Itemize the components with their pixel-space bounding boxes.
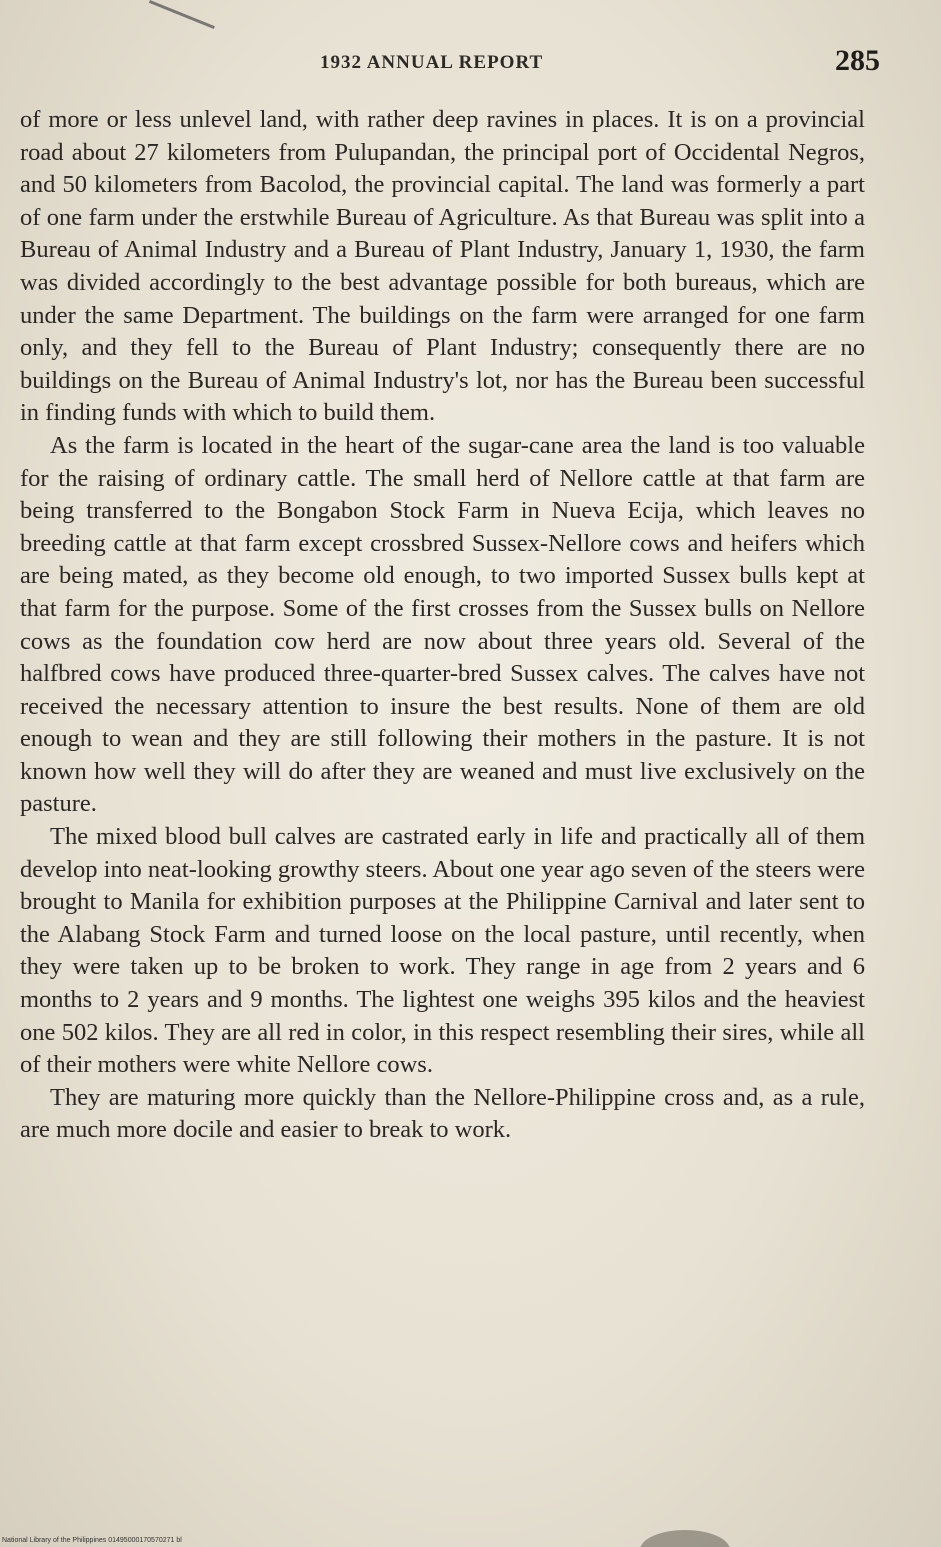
- paragraph-4: They are maturing more quickly than the Nellore-Philippine cross and, as a rule, are much more docile and easier to break to work.: [20, 1083, 865, 1144]
- paragraph-2: As the farm is located in the heart of the sugar-cane area the land is too valuable for the raising of ordinary cattle. The small herd of Nellore cattle at that farm are being transferred to the Bongabon Stock Farm in Nueva Ecija, which leaves no breeding cattle at that farm except crossbred Sussex-Nellore cows and heifers which are being mated, as they become old enough, to two imported Sussex bulls kept at that farm for the purpose. Some of the first crosses from the Sussex bulls on Nellore cows as the foundation cow herd are now about three years old. Several of the halfbred cows have produced three-quarter-bred Sussex calves. The calves have not received the necessary attention to insure the best results. None of them are old enough to wean and they are still following their mothers in the pasture. It is not known how well they will do after they are weaned and must live exclusively on the pasture.: [20, 431, 865, 818]
- paragraph-3: The mixed blood bull calves are castrated early in life and practically all of them develop into neat-looking growthy steers. About one year ago seven of the steers were brought to Manila for exhibition purposes at the Philippine Carnival and later sent to the Alabang Stock Farm and turned loose on the local pasture, until recently, when they were taken up to be broken to work. They range in age from 2 years and 6 months to 2 years and 9 months. The lightest one weighs 395 kilos and the heaviest one 502 kilos. They are all red in color, in this respect resembling their sires, while all of their mothers were white Nellore cows.: [20, 823, 865, 1079]
- thumb-shadow: [640, 1530, 730, 1547]
- running-header: [20, 44, 880, 80]
- scan-watermark: National Library of the Philippines 01495000170570271 bl: [2, 1537, 182, 1544]
- running-title: 1932 ANNUAL REPORT: [320, 52, 544, 73]
- body-text: [20, 104, 865, 1147]
- page-number: 285: [835, 44, 880, 77]
- paragraph-1: of more or less unlevel land, with rather deep ravines in places. It is on a provincial road about 27 kilometers from Pulupandan, the principal port of Occidental Negros, and 50 kilometers from Bacolod, the provincial capital. The land was formerly a part of one farm under the erstwhile Bureau of Agriculture. As that Bureau was split into a Bureau of Animal Industry and a Bureau of Plant Industry, January 1, 1930, the farm was divided accordingly to the best advantage possible for both bureaus, which are under the same Department. The buildings on the farm were arranged for one farm only, and they fell to the Bureau of Plant Industry; consequently there are no buildings on the Bureau of Animal Industry's lot, nor has the Bureau been successful in finding funds with which to build them.: [20, 106, 865, 427]
- page-crease-mark: [149, 0, 215, 29]
